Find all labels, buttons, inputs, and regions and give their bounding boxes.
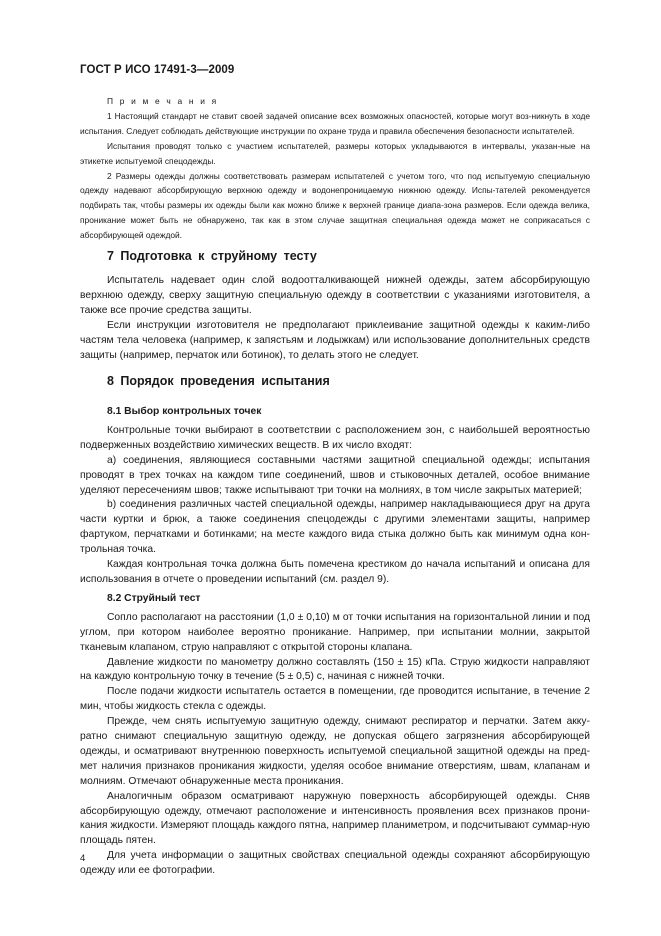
body-paragraph: Сопло располагают на расстоянии (1,0 ± 0,10) м от точки испытания на горизонтальной линии и под углом, при котором наиболее вероятно проникание. Например, при испытании молнии, закрытой тканевым клапаном, струю направляют с открытой стороны клапана. bbox=[80, 611, 590, 653]
body-paragraph: Давление жидкости по манометру должно составлять (150 ± 15) кПа. Струю жидкости направляют на каждую контрольную точку в течение (5 ± 0,5) с, начиная с нижней точки. bbox=[80, 656, 590, 683]
body-paragraph: Аналогичным образом осматривают наружную поверхность абсорбирующей одежды. Сняв абсорбирующую одежду, отмечают расположение и интенсивность проявления всех признаков прони-кания жидкости. Измеряют площадь каждого пятна, например планиметром, и подсчитывают суммар-ную площадь пятен. bbox=[80, 790, 590, 847]
subsection-8-2-heading: 8.2 Струйный тест bbox=[107, 592, 201, 604]
section-7-heading: 7 Подготовка к струйному тесту bbox=[107, 249, 317, 263]
section-7-body bbox=[80, 274, 590, 363]
notes-block bbox=[80, 94, 590, 243]
body-paragraph: Для учета информации о защитных свойствах специальной одежды сохраняют абсорбирующую одежду или ее фотографии. bbox=[80, 850, 590, 877]
list-item-a: a) соединения, являющиеся составными частями защитной специальной одежды; испытания проводят в трех точках на каждом типе соединений, швов и стыковочных деталей, особое внимание уделяют пересечениям швов; также испытывают три точки на молниях, в том числе закрытых материей; bbox=[80, 454, 590, 496]
body-paragraph: Если инструкции изготовителя не предполагают приклеивание защитной одежды к каким-либо частям тела человека (например, к запястьям и лодыжкам) или использование дополнительных средств защиты (например, перчаток или ботинок), то делать этого не следует. bbox=[80, 319, 590, 361]
notes-title: П р и м е ч а н и я bbox=[107, 96, 219, 106]
section-8-heading: 8 Порядок проведения испытания bbox=[107, 374, 330, 388]
note-paragraph: 1 Настоящий стандарт не ставит своей задачей описание всех возможных опасностей, которые могут воз-никнуть в ходе испытания. Следует соблюдать действующие инструкции по охране труда и правила обеспечения безопасности испытателей. bbox=[80, 110, 590, 136]
subsection-8-1-heading: 8.1 Выбор контрольных точек bbox=[107, 406, 262, 417]
note-paragraph: 2 Размеры одежды должны соответствовать размерам испытателей с учетом того, что под испытуемую специальную одежду надевают абсорбирующую верхнюю одежду и водонепроницаемую нижнюю одежду. Испы-тателей рекомендуется подбирать так, чтобы размеры их одежды были как можно ближе к верхней границе диапа-зона размеров. Если одежда велика, проникание может быть не обнаружено, так как в этом случае защитная специальная одежда может не соприкасаться с абсорбирующей одеждой. bbox=[80, 170, 590, 241]
list-item-b: b) соединения различных частей специальной одежды, например накладывающиеся друг на друга части куртки и брюк, а также соединения спецодежды с другими элементами защиты, например фартуком, перчатками и ботинками; на месте каждого вида стыка должно быть как минимум одна кон-трольная точка. bbox=[80, 499, 590, 556]
note-paragraph: Испытания проводят только с участием испытателей, размеры которых укладываются в интервалы, указан-ные на этикетке испытуемой спецодежды. bbox=[80, 140, 590, 166]
body-paragraph: Испытатель надевает один слой водоотталкивающей нижней одежды, затем абсорбирующую верхнюю одежду, сверху защитную специальную одежду в соответствии с указаниями изготовителя, а также все прочие средства защиты. bbox=[80, 275, 590, 316]
section-8-body bbox=[80, 405, 590, 879]
page-number: 4 bbox=[80, 853, 86, 864]
body-paragraph: Каждая контрольная точка должна быть помечена крестиком до начала испытаний и описана для использования в отчете о проведении испытаний (см. раздел 9). bbox=[80, 559, 590, 585]
document-code-header: ГОСТ Р ИСО 17491-3—2009 bbox=[80, 64, 235, 76]
body-paragraph: Контрольные точки выбирают в соответствии с расположением зон, с наибольшей вероятностью подверженных воздействию химических веществ. В их число входят: bbox=[80, 424, 590, 451]
body-paragraph: Прежде, чем снять испытуемую защитную одежду, снимают респиратор и перчатки. Затем акку-ратно снимают специальную защитную одежду, не допуская общего загрязнения абсорбирующей одежды, и осматривают внутреннюю поверхность испытуемой специальной защитной одежды на пред-мет наличия признаков проникания жидкости, уделяя особое внимание отверстиям, швам, клапанам и молниям. Отмечают обнаруженные места проникания. bbox=[80, 716, 590, 787]
body-paragraph: После подачи жидкости испытатель остается в помещении, где проводится испытание, в течение 2 мин, чтобы жидкость стекла с одежды. bbox=[80, 686, 590, 713]
